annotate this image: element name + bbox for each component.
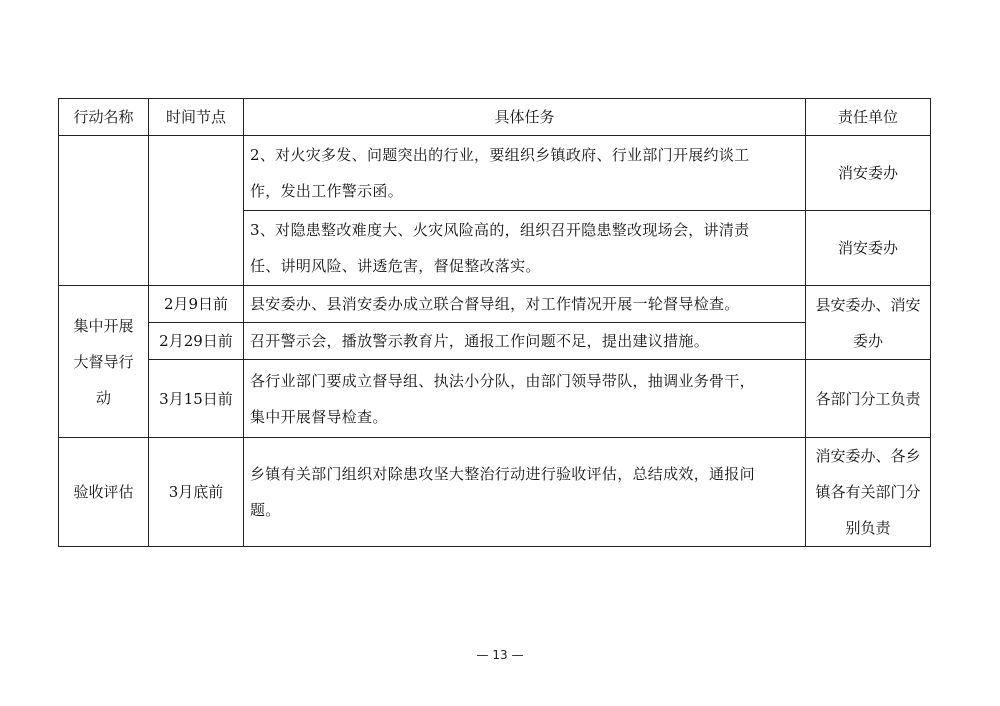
table-row: [59, 360, 931, 438]
task-cell: [244, 211, 806, 286]
task-line: 题。: [250, 501, 281, 519]
table-row: [59, 438, 931, 547]
action-name-cell: [59, 286, 149, 438]
time-cell-continued: [149, 136, 244, 286]
header-action-name: 行动名称: [59, 99, 149, 136]
task-line: 3、对隐患整改难度大、火灾风险高的，组织召开隐患整改现场会，讲清责: [250, 221, 750, 239]
table-row: [59, 323, 931, 360]
time-cell: 3月底前: [149, 438, 244, 547]
action-name-line: 集中开展: [73, 316, 134, 335]
action-name-line: 动: [95, 388, 111, 407]
task-line: 乡镇有关部门组织对除患攻坚大整治行动进行验收评估，总结成效，通报问: [250, 465, 755, 483]
page-number: — 13 —: [476, 648, 524, 662]
task-cell: [244, 136, 806, 211]
table-row: [59, 286, 931, 323]
action-name-line: 大督导行: [73, 352, 134, 371]
table-row: [59, 136, 931, 211]
header-unit: 责任单位: [806, 99, 931, 136]
task-line: 作，发出工作警示函。: [250, 182, 404, 200]
task-cell: [244, 438, 806, 547]
header-task: 具体任务: [244, 99, 806, 136]
action-name-cell-continued: [59, 136, 149, 286]
task-line: 召开警示会，播放警示教育片，通报工作问题不足，提出建议措施。: [250, 332, 710, 350]
unit-cell-shared: [806, 286, 931, 360]
time-cell: 2月9日前: [149, 286, 244, 323]
task-line: 2、对火灾多发、问题突出的行业，要组织乡镇政府、行业部门开展约谈工: [250, 146, 750, 164]
header-time: 时间节点: [149, 99, 244, 136]
task-line: 县安委办、县消安委办成立联合督导组，对工作情况开展一轮督导检查。: [250, 295, 740, 313]
task-cell: [244, 360, 806, 438]
unit-line: 县安委办、消安: [815, 295, 921, 314]
action-name-cell: 验收评估: [59, 438, 149, 547]
task-cell: [244, 323, 806, 360]
unit-cell: [806, 438, 931, 547]
time-cell: 2月29日前: [149, 323, 244, 360]
unit-line: 委办: [852, 331, 883, 350]
unit-cell: 各部门分工负责: [806, 360, 931, 438]
task-line: 各行业部门要成立督导组、执法小分队，由部门领导带队，抽调业务骨干，: [250, 371, 755, 390]
unit-line: 镇各有关部门分: [815, 483, 921, 501]
unit-line: 消安委办、各乡: [815, 447, 921, 465]
unit-cell: 消安委办: [806, 136, 931, 211]
unit-line: 别负责: [845, 519, 891, 537]
time-cell: 3月15日前: [149, 360, 244, 438]
unit-cell: 消安委办: [806, 211, 931, 286]
task-table: [58, 98, 931, 547]
task-line: 集中开展督导检查。: [250, 407, 388, 426]
task-cell: [244, 286, 806, 323]
header-row: [59, 99, 931, 136]
task-line: 任、讲明风险、讲透危害，督促整改落实。: [250, 257, 541, 275]
